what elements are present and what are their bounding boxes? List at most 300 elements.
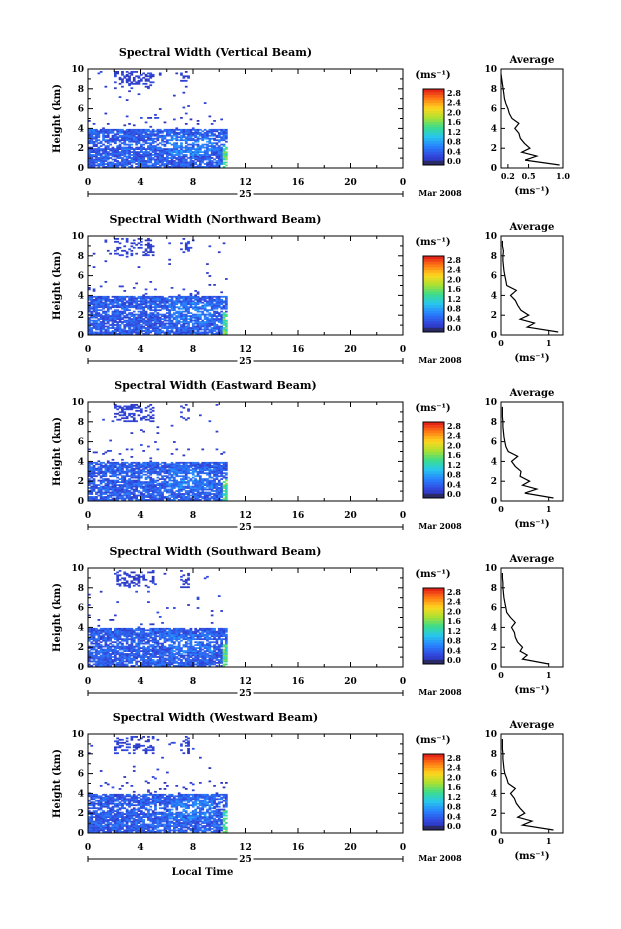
heatmap-cell: [185, 145, 188, 147]
heatmap-cell: [112, 147, 115, 149]
average-y-tick-label: 4: [490, 457, 497, 468]
colorbar-segment: [423, 141, 444, 144]
heatmap-cell: [168, 263, 171, 265]
heatmap-cell: [135, 297, 138, 299]
heatmap-cells: [88, 570, 228, 667]
heatmap-cell: [218, 318, 221, 320]
heatmap-cell: [142, 306, 145, 308]
heatmap-cell: [112, 311, 115, 313]
heatmap-cell: [213, 162, 216, 164]
colorbar-segment: [423, 135, 444, 138]
heatmap-cell: [119, 570, 122, 572]
heatmap-cell: [100, 462, 103, 464]
heatmap-cell: [95, 462, 98, 464]
heatmap-cell: [100, 635, 103, 637]
heatmap-cell: [149, 411, 152, 413]
heatmap-cell: [119, 247, 122, 249]
x-tick-label: 0: [399, 511, 407, 521]
heatmap-cell: [159, 478, 162, 480]
heatmap-cell: [152, 417, 155, 419]
heatmap-cell: [201, 449, 204, 451]
heatmap-cell: [98, 487, 101, 489]
colorbar-segment: [423, 261, 444, 264]
heatmap-cell: [180, 465, 183, 467]
heatmap-cell: [180, 493, 183, 495]
heatmap-cell: [159, 463, 162, 465]
heatmap-cell: [152, 312, 155, 314]
heatmap-cell: [213, 133, 216, 135]
heatmap-cell: [138, 414, 141, 416]
heatmap-cell: [98, 312, 101, 314]
heatmap-cell: [154, 145, 157, 147]
heatmap-cell: [223, 148, 226, 150]
heatmap-cell: [154, 133, 157, 135]
heatmap-cell: [152, 163, 155, 165]
heatmap-cell: [116, 477, 119, 479]
x-tick-label: 4: [137, 511, 144, 521]
heatmap-cell: [218, 462, 221, 464]
heatmap-cell: [93, 452, 96, 454]
heatmap-cell: [126, 300, 129, 302]
heatmap-cell: [95, 452, 98, 454]
heatmap-cell: [121, 250, 124, 252]
heatmap-cell: [180, 117, 183, 119]
average-y-tick-label: 4: [490, 124, 497, 135]
heatmap-cell: [123, 159, 126, 161]
heatmap-cell: [220, 462, 223, 464]
heatmap-cell: [147, 406, 150, 408]
colorbar-segment: [423, 157, 444, 160]
heatmap-cell: [126, 71, 129, 73]
heatmap-cell: [140, 481, 143, 483]
heatmap-cell: [126, 99, 129, 101]
heatmap-cell: [175, 127, 178, 129]
heatmap-cell: [126, 580, 129, 582]
heatmap-cell: [123, 302, 126, 304]
heatmap-cell: [105, 637, 108, 639]
heatmap-cell: [116, 309, 119, 311]
heatmap-cell: [185, 496, 188, 498]
heatmap-cell: [223, 144, 226, 146]
average-y-tick-label: 8: [490, 251, 497, 262]
colorbar-segment: [423, 471, 444, 474]
heatmap-cell: [201, 305, 204, 307]
colorbar-segment: [423, 132, 444, 135]
heatmap-cell: [145, 296, 148, 298]
heatmap-cell: [147, 145, 150, 147]
heatmap-cell: [164, 496, 167, 498]
colorbar-tick-label: 2.0: [447, 107, 461, 118]
heatmap-cell: [128, 638, 131, 640]
heatmap-cell: [102, 148, 105, 150]
heatmap-cell: [126, 251, 129, 253]
heatmap-cell: [98, 147, 101, 149]
heatmap-cell: [209, 135, 212, 137]
heatmap-cell: [223, 475, 226, 477]
heatmap-cell: [121, 417, 124, 419]
heatmap-cell: [131, 147, 134, 149]
colorbar-segment: [423, 427, 444, 430]
heatmap-cell: [209, 480, 212, 482]
y-tick-label: 2: [77, 311, 84, 322]
date-label: Mar 2008: [418, 355, 462, 365]
heatmap-cell: [164, 332, 167, 334]
heatmap-cell: [168, 129, 171, 131]
heatmap-cell: [102, 462, 105, 464]
colorbar-segment: [423, 452, 444, 455]
heatmap-cell: [157, 296, 160, 298]
heatmap-cell: [218, 145, 221, 147]
heatmap-cell: [183, 462, 186, 464]
heatmap-cell: [105, 86, 108, 88]
heatmap-cell: [98, 466, 101, 468]
heatmap-cell: [133, 240, 136, 242]
average-profile-line: [502, 241, 558, 332]
heatmap-cell: [178, 462, 181, 464]
colorbar-segment: [423, 490, 444, 493]
heatmap-cell: [109, 144, 112, 146]
heatmap-cell: [121, 628, 124, 630]
heatmap-cell: [149, 420, 152, 422]
heatmap-cell: [159, 309, 162, 311]
heatmap-cell: [116, 419, 119, 421]
heatmap-cell: [187, 408, 190, 410]
heatmap-cell: [119, 144, 122, 146]
colorbar-tick-label: 0.4: [447, 146, 461, 157]
y-tick-label: 10: [71, 398, 84, 408]
heatmap-cell: [145, 419, 148, 421]
heatmap-cell: [116, 484, 119, 486]
heatmap-cell: [223, 129, 226, 131]
colorbar-segment: [423, 108, 444, 111]
colorbar-segment: [423, 143, 444, 146]
heatmap-cell: [185, 462, 188, 464]
heatmap-cell: [164, 141, 167, 143]
heatmap-cell: [119, 296, 122, 298]
heatmap-cell: [107, 644, 110, 646]
heatmap-cell: [95, 496, 98, 498]
colorbar-tick-label: 2.8: [447, 255, 461, 265]
heatmap-cell: [131, 71, 134, 73]
heatmap-cell: [157, 147, 160, 149]
heatmap-cell: [107, 139, 110, 141]
heatmap-cell: [90, 466, 93, 468]
heatmap-cell: [133, 417, 136, 419]
heatmap-cell: [100, 141, 103, 143]
heatmap-cell: [119, 96, 122, 98]
heatmap-cell: [135, 591, 138, 593]
heatmap-cell: [109, 332, 112, 334]
heatmap-cell: [93, 332, 96, 334]
heatmap-cell: [138, 266, 141, 268]
heatmap-cell: [220, 129, 223, 131]
heatmap-cell: [218, 480, 221, 482]
heatmap-cell: [209, 329, 212, 331]
heatmap-cell: [166, 320, 169, 322]
heatmap-cell: [199, 314, 202, 316]
colorbar-segment: [423, 321, 444, 324]
heatmap-cell: [190, 472, 193, 474]
heatmap-cell: [204, 492, 207, 494]
heatmap-cell: [185, 86, 188, 88]
heatmap-cell: [140, 417, 143, 419]
x-tick-label: 4: [137, 178, 144, 188]
heatmap-cell: [154, 130, 157, 132]
heatmap-cell: [145, 148, 148, 150]
heatmap-cell: [173, 300, 176, 302]
heatmap-cell: [149, 477, 152, 479]
heatmap-cell: [121, 577, 124, 579]
heatmap-cell: [135, 628, 138, 630]
heatmap-cell: [131, 250, 134, 252]
heatmap-cell: [157, 129, 160, 131]
colorbar-tick-label: 0.8: [447, 136, 461, 147]
heatmap-cell: [133, 629, 136, 631]
heatmap-cell: [135, 471, 138, 473]
heatmap-cell: [105, 628, 108, 630]
heatmap-cell: [145, 311, 148, 313]
heatmap-cell: [102, 315, 105, 317]
heatmap-cell: [135, 574, 138, 576]
heatmap-cell: [159, 142, 162, 144]
heatmap-cell: [135, 661, 138, 663]
heatmap-cell: [109, 450, 112, 452]
colorbar-segment: [423, 97, 444, 100]
heatmap-cell: [209, 284, 212, 286]
heatmap-cell: [157, 312, 160, 314]
heatmap-cell: [131, 432, 134, 434]
heatmap-cell: [185, 481, 188, 483]
colorbar-segment: [423, 122, 444, 125]
heatmap-cell: [128, 248, 131, 250]
heatmap-cell: [194, 139, 197, 141]
heatmap-cell: [206, 332, 209, 334]
heatmap-cell: [107, 145, 110, 147]
heatmap-cell: [135, 253, 138, 255]
heatmap-cell: [223, 472, 226, 474]
heatmap-cell: [121, 462, 124, 464]
heatmap-cell: [142, 251, 145, 253]
heatmap-cell: [102, 492, 105, 494]
heatmap-cell: [131, 87, 134, 89]
heatmap-cell: [90, 462, 93, 464]
heatmap-cell: [140, 408, 143, 410]
heatmap-cell: [209, 148, 212, 150]
colorbar-segment: [423, 116, 444, 119]
heatmap-cell: [119, 286, 122, 288]
colorbar-segment: [423, 130, 444, 133]
heatmap-cell: [119, 254, 122, 256]
heatmap-cell: [204, 132, 207, 134]
heatmap-cell: [166, 139, 169, 141]
colorbar-segment: [423, 138, 444, 141]
heatmap-cell: [93, 154, 96, 156]
heatmap-cell: [187, 321, 190, 323]
heatmap-cell: [135, 129, 138, 131]
heatmap-cell: [131, 253, 134, 255]
heatmap-cell: [121, 135, 124, 137]
heatmap-cell: [95, 468, 98, 470]
heatmap-cell: [213, 462, 216, 464]
heatmap-cell: [175, 480, 178, 482]
heatmap-cell: [171, 480, 174, 482]
heatmap-cell: [131, 456, 134, 458]
heatmap-cell: [114, 573, 117, 575]
heatmap-cell: [145, 78, 148, 80]
heatmap-cell: [138, 93, 141, 95]
heatmap-cell: [112, 619, 115, 621]
heatmap-cell: [126, 416, 129, 418]
heatmap-cell: [95, 661, 98, 663]
heatmap-cell: [187, 462, 190, 464]
chart-panel-4: [52, 545, 563, 699]
average-y-tick-label: 0: [490, 331, 497, 341]
heatmap-cell: [166, 326, 169, 328]
heatmap-cell: [192, 480, 195, 482]
heatmap-cell: [187, 105, 190, 107]
heatmap-cell: [204, 487, 207, 489]
average-y-tick-label: 2: [490, 477, 497, 488]
heatmap-cell: [204, 314, 207, 316]
heatmap-cell: [147, 469, 150, 471]
heatmap-cell: [95, 148, 98, 150]
heatmap-cell: [183, 147, 186, 149]
heatmap-cell: [180, 300, 183, 302]
heatmap-cell: [149, 130, 152, 132]
heatmap-cell: [102, 156, 105, 158]
heatmap-cell: [157, 426, 160, 428]
x-tick-label: 0: [84, 178, 92, 188]
heatmap-cell: [128, 309, 131, 311]
heatmap-cell: [204, 102, 207, 104]
heatmap-cell: [119, 324, 122, 326]
heatmap-cell: [211, 296, 214, 298]
heatmap-cell: [105, 463, 108, 465]
heatmap-cell: [157, 117, 160, 119]
heatmap-cell: [119, 303, 122, 305]
heatmap-cell: [128, 296, 131, 298]
heatmap-cell: [128, 413, 131, 415]
heatmap-cell: [98, 73, 101, 75]
heatmap-cell: [95, 484, 98, 486]
heatmap-cell: [180, 73, 183, 75]
heatmap-cell: [192, 142, 195, 144]
heatmap-cell: [112, 420, 115, 422]
heatmap-cell: [209, 129, 212, 131]
heatmap-cell: [133, 287, 136, 289]
heatmap-cell: [140, 129, 143, 131]
heatmap-cell: [180, 462, 183, 464]
heatmap-cell: [209, 318, 212, 320]
heatmap-cell: [201, 311, 204, 313]
heatmap-cell: [201, 329, 204, 331]
heatmap-cell: [154, 480, 157, 482]
heatmap-cell: [109, 153, 112, 155]
heatmap-cell: [157, 144, 160, 146]
heatmap-cell: [192, 468, 195, 470]
heatmap-cell: [138, 296, 141, 298]
heatmap-cell: [152, 245, 155, 247]
heatmap-cell: [98, 625, 101, 627]
heatmap-cell: [107, 450, 110, 452]
heatmap-cell: [187, 147, 190, 149]
heatmap-cell: [100, 655, 103, 657]
heatmap-cell: [223, 242, 226, 244]
heatmap-cell: [100, 296, 103, 298]
colorbar-segment: [423, 111, 444, 114]
heatmap-cell: [206, 489, 209, 491]
heatmap-cell: [157, 477, 160, 479]
heatmap-cell: [175, 73, 178, 75]
heatmap-cell: [171, 135, 174, 137]
heatmap-cell: [216, 129, 219, 131]
heatmap-cell: [159, 329, 162, 331]
heatmap-cell: [112, 649, 115, 651]
heatmap-cell: [95, 296, 98, 298]
heatmap-cell: [123, 498, 126, 500]
heatmap-cell: [178, 306, 181, 308]
heatmap-cell: [98, 619, 101, 621]
heatmap-cell: [149, 240, 152, 242]
heatmap-cell: [112, 299, 115, 301]
heatmap-cell: [116, 462, 119, 464]
heatmap-cell: [131, 496, 134, 498]
colorbar-tick-label: 1.6: [447, 117, 461, 128]
heatmap-cell: [102, 302, 105, 304]
heatmap-cell: [135, 283, 138, 285]
heatmap-cell: [126, 320, 129, 322]
heatmap-cell: [116, 129, 119, 131]
heatmap-cell: [98, 460, 101, 462]
heatmap-cell: [159, 165, 162, 167]
heatmap-cell: [213, 303, 216, 305]
heatmap-cell: [190, 144, 193, 146]
heatmap-cell: [211, 142, 214, 144]
average-y-tick-label: 6: [490, 271, 497, 282]
heatmap-cell: [102, 634, 105, 636]
heatmap-cell: [98, 163, 101, 165]
heatmap-cell: [223, 162, 226, 164]
heatmap-cell: [116, 487, 119, 489]
heatmap-cell: [157, 153, 160, 155]
heatmap-cell: [107, 478, 110, 480]
heatmap-cell: [204, 303, 207, 305]
average-title: Average: [509, 222, 555, 233]
heatmap-cell: [112, 656, 115, 658]
heatmap-cell: [93, 141, 96, 143]
heatmap-cell: [149, 416, 152, 418]
heatmap-cell: [93, 465, 96, 467]
heatmap-cell: [152, 414, 155, 416]
heatmap-cell: [168, 463, 171, 465]
heatmap-cell: [112, 459, 115, 461]
heatmap-cell: [185, 486, 188, 488]
heatmap-cell: [112, 162, 115, 164]
heatmap-cell: [121, 475, 124, 477]
heatmap-cell: [213, 490, 216, 492]
heatmap-cell: [147, 242, 150, 244]
heatmap-cell: [123, 296, 126, 298]
heatmap-cell: [140, 324, 143, 326]
heatmap-cell: [142, 330, 145, 332]
heatmap-cell: [138, 129, 141, 131]
heatmap-cell: [138, 311, 141, 313]
heatmap-cell: [159, 296, 162, 298]
heatmap-cell: [116, 253, 119, 255]
heatmap-cell: [121, 321, 124, 323]
heatmap-cell: [183, 455, 186, 457]
heatmap-cell: [197, 480, 200, 482]
